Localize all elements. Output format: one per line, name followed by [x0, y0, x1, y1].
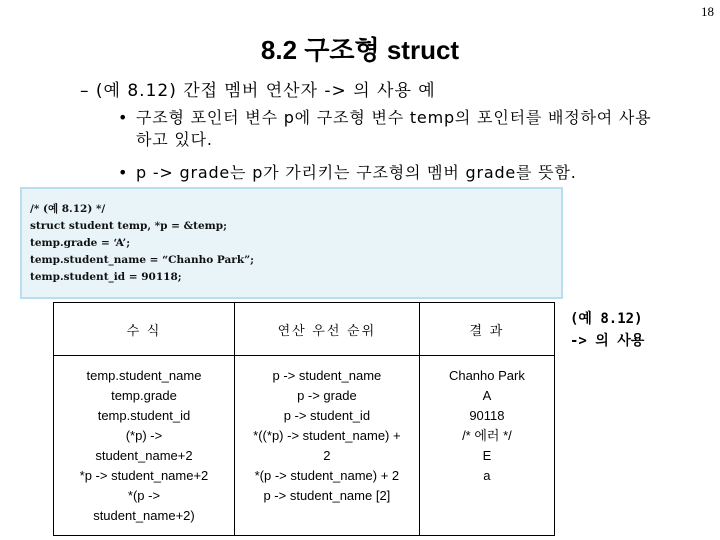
priority-line: 2: [323, 448, 331, 463]
bullet-level1: – (예 8.12) 간접 멤버 연산자 -> 의 사용 예: [80, 81, 436, 101]
priority-line: *(p -> student_name) + 2: [254, 468, 400, 483]
header-priority: 연산 우선 순위: [234, 303, 419, 356]
bullet-text: 구조형 포인터 변수 p에 구조형 변수 temp의 포인터를 배정하여 사용하고 있다.: [136, 108, 652, 149]
expression-line: student_name+2): [93, 508, 195, 523]
bullet-level2-item: [118, 107, 658, 151]
slide-title: 8.2 구조형 struct: [260, 35, 460, 65]
code-line: struct student temp, *p = &temp;: [30, 220, 227, 232]
result-line: a: [483, 468, 491, 483]
result-line: /* 에러 */: [462, 428, 512, 443]
code-line: /* (예 8.12) */: [30, 203, 106, 215]
page-number: 18: [701, 4, 714, 19]
expression-line: temp.grade: [111, 388, 177, 403]
expression-line: temp.student_id: [97, 408, 191, 423]
side-caption: [570, 308, 644, 352]
bullet-level2-item: [118, 162, 658, 184]
result-line: E: [482, 448, 492, 463]
priority-line: *((*p) -> student_name) +: [253, 428, 401, 443]
code-line: temp.student_name = “Chanho Park”;: [30, 254, 255, 266]
expression-line: *p -> student_name+2: [79, 468, 209, 483]
expression-line: temp.student_name: [86, 368, 202, 383]
priority-line: p -> student_id: [283, 408, 371, 423]
result-cell: [419, 356, 554, 536]
header-result: 결 과: [419, 303, 554, 356]
result-line: A: [482, 388, 492, 403]
table-row: [54, 356, 555, 536]
caption-line: -> 의 사용: [570, 333, 645, 349]
priority-cell: [234, 356, 419, 536]
result-line: 90118: [469, 408, 505, 423]
table-header-row: [54, 303, 555, 356]
priority-line: p -> grade: [297, 388, 357, 403]
bullet-dot-icon: •: [118, 108, 129, 127]
priority-line: p -> student_name [2]: [263, 488, 391, 503]
expression-line: (*p) ->: [125, 428, 163, 443]
bullet-text: p -> grade는 p가 가리키는 구조형의 멤버 grade를 뜻함.: [136, 163, 577, 182]
operator-table: [53, 302, 555, 536]
expression-line: *(p ->: [127, 488, 161, 503]
code-line: temp.student_id = 90118;: [30, 271, 182, 283]
bullet-dot-icon: •: [118, 163, 129, 182]
expression-line: student_name+2: [95, 448, 193, 463]
result-line: Chanho Park: [448, 368, 525, 383]
code-example-box: [20, 187, 563, 299]
code-line: temp.grade = ‘A’;: [30, 237, 131, 249]
priority-line: p -> student_name: [272, 368, 382, 383]
caption-line: (예 8.12): [570, 311, 643, 327]
expression-cell: [54, 356, 235, 536]
header-expression: 수 식: [54, 303, 235, 356]
